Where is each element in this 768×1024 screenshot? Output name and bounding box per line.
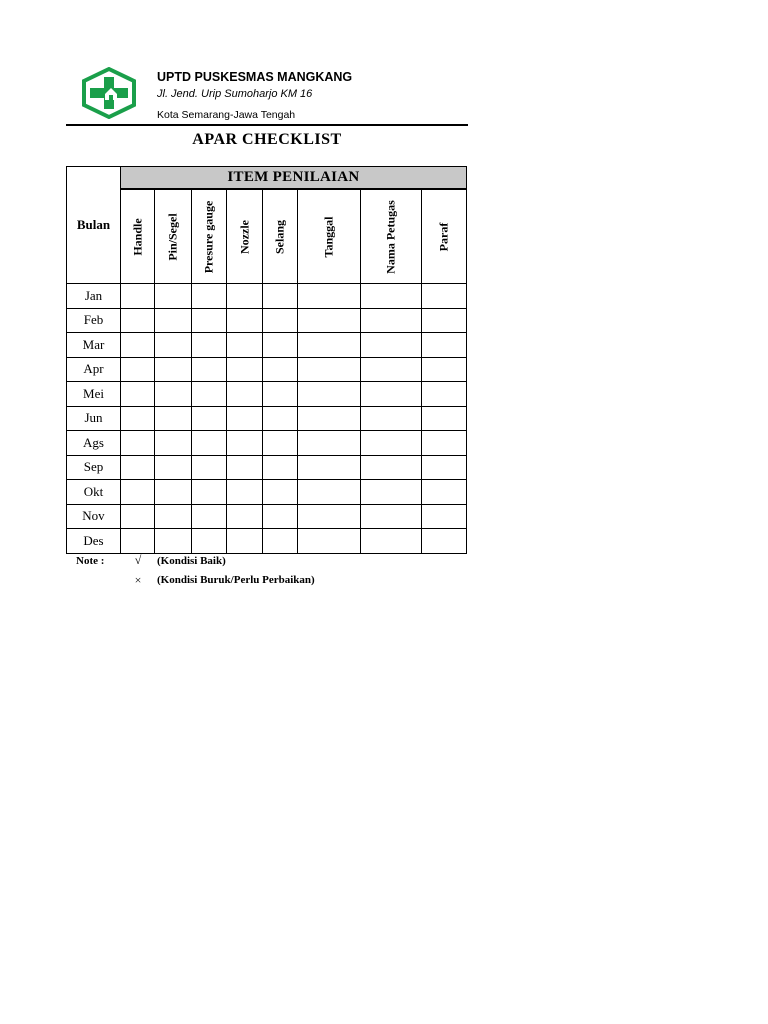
column-header-presure-gauge: Presure gauge: [192, 189, 227, 284]
checklist-cell[interactable]: [361, 308, 422, 333]
checklist-cell[interactable]: [121, 480, 155, 505]
checklist-cell[interactable]: [361, 480, 422, 505]
month-label: Des: [67, 529, 121, 554]
checklist-cell[interactable]: [298, 357, 361, 382]
checklist-cell[interactable]: [298, 480, 361, 505]
checklist-cell[interactable]: [422, 357, 467, 382]
checklist-cell[interactable]: [121, 308, 155, 333]
checklist-cell[interactable]: [192, 504, 227, 529]
checklist-cell[interactable]: [298, 504, 361, 529]
checklist-cell[interactable]: [263, 455, 298, 480]
checklist-cell[interactable]: [121, 431, 155, 456]
column-header-handle: Handle: [121, 189, 155, 284]
checklist-cell[interactable]: [263, 504, 298, 529]
checklist-table: [66, 166, 467, 554]
checklist-cell[interactable]: [192, 333, 227, 358]
checklist-cell[interactable]: [263, 431, 298, 456]
table-row: [67, 357, 467, 382]
checklist-cell[interactable]: [121, 382, 155, 407]
checklist-cell[interactable]: [263, 357, 298, 382]
checklist-cell[interactable]: [121, 529, 155, 554]
table-row: [67, 308, 467, 333]
checklist-cell[interactable]: [298, 529, 361, 554]
checklist-cell[interactable]: [422, 504, 467, 529]
note-label: Note :: [76, 555, 105, 567]
checklist-cell[interactable]: [227, 382, 263, 407]
checklist-cell[interactable]: [298, 333, 361, 358]
checklist-cell[interactable]: [155, 357, 192, 382]
checklist-cell[interactable]: [422, 382, 467, 407]
checklist-cell[interactable]: [192, 431, 227, 456]
checklist-cell[interactable]: [361, 406, 422, 431]
document-title: APAR CHECKLIST: [192, 131, 342, 148]
checklist-cell[interactable]: [227, 406, 263, 431]
month-label: Apr: [67, 357, 121, 382]
table-row: [67, 284, 467, 309]
bulan-header: Bulan: [67, 167, 121, 284]
checklist-cell[interactable]: [361, 529, 422, 554]
column-header-tanggal: Tanggal: [298, 189, 361, 284]
checklist-cell[interactable]: [155, 308, 192, 333]
checklist-cell[interactable]: [192, 406, 227, 431]
checklist-cell[interactable]: [361, 431, 422, 456]
table-row: [67, 455, 467, 480]
month-label: Ags: [67, 431, 121, 456]
month-label: Sep: [67, 455, 121, 480]
checklist-cell[interactable]: [155, 455, 192, 480]
checklist-cell[interactable]: [422, 480, 467, 505]
checklist-cell[interactable]: [263, 480, 298, 505]
checklist-cell[interactable]: [155, 406, 192, 431]
checklist-cell[interactable]: [263, 529, 298, 554]
checklist-cell[interactable]: [155, 480, 192, 505]
checklist-cell[interactable]: [227, 431, 263, 456]
table-row: [67, 529, 467, 554]
month-label: Nov: [67, 504, 121, 529]
checklist-cell[interactable]: [263, 382, 298, 407]
item-penilaian-header: ITEM PENILAIAN: [121, 167, 467, 190]
checklist-cell[interactable]: [227, 284, 263, 309]
checklist-cell[interactable]: [298, 431, 361, 456]
checklist-cell[interactable]: [121, 406, 155, 431]
checklist-cell[interactable]: [227, 333, 263, 358]
checklist-cell[interactable]: [227, 480, 263, 505]
checklist-cell[interactable]: [298, 382, 361, 407]
column-header-pin-segel: Pin/Segel: [155, 189, 192, 284]
checklist-cell[interactable]: [227, 455, 263, 480]
checklist-cell[interactable]: [422, 431, 467, 456]
checklist-cell[interactable]: [361, 455, 422, 480]
checklist-cell[interactable]: [263, 284, 298, 309]
checklist-cell[interactable]: [155, 504, 192, 529]
checklist-cell[interactable]: [227, 504, 263, 529]
checklist-cell[interactable]: [155, 333, 192, 358]
checklist-cell[interactable]: [155, 284, 192, 309]
checklist-cell[interactable]: [422, 529, 467, 554]
table-row: [67, 431, 467, 456]
month-label: Mei: [67, 382, 121, 407]
checklist-cell[interactable]: [192, 357, 227, 382]
checklist-cell[interactable]: [121, 357, 155, 382]
puskesmas-logo-icon: [80, 67, 138, 119]
checklist-cell[interactable]: [227, 357, 263, 382]
organization-city: Kota Semarang-Jawa Tengah: [157, 109, 296, 121]
checklist-cell[interactable]: [263, 333, 298, 358]
note-bad-condition: (Kondisi Buruk/Perlu Perbaikan): [157, 574, 315, 586]
checklist-cell[interactable]: [192, 308, 227, 333]
month-label: Feb: [67, 308, 121, 333]
checklist-cell[interactable]: [121, 333, 155, 358]
checklist-cell[interactable]: [361, 284, 422, 309]
checklist-cell[interactable]: [422, 333, 467, 358]
checklist-cell[interactable]: [422, 308, 467, 333]
checklist-cell[interactable]: [263, 406, 298, 431]
checklist-cell[interactable]: [121, 284, 155, 309]
month-label: Okt: [67, 480, 121, 505]
checklist-cell[interactable]: [298, 308, 361, 333]
column-header-nozzle: Nozzle: [227, 189, 263, 284]
checklist-cell[interactable]: [121, 455, 155, 480]
month-label: Jan: [67, 284, 121, 309]
table-row: [67, 504, 467, 529]
column-header-paraf: Paraf: [422, 189, 467, 284]
month-label: Jun: [67, 406, 121, 431]
checklist-cell[interactable]: [298, 455, 361, 480]
organization-name: UPTD PUSKESMAS MANGKANG: [157, 70, 353, 84]
table-row: [67, 333, 467, 358]
checklist-cell[interactable]: [155, 529, 192, 554]
month-label: Mar: [67, 333, 121, 358]
header-divider: [66, 124, 468, 126]
checklist-cell[interactable]: [155, 382, 192, 407]
cross-mark-icon: ×: [134, 573, 142, 587]
checklist-cell[interactable]: [361, 357, 422, 382]
checklist-cell[interactable]: [422, 406, 467, 431]
checklist-cell[interactable]: [422, 284, 467, 309]
checklist-cell[interactable]: [298, 284, 361, 309]
column-header-selang: Selang: [263, 189, 298, 284]
table-row: [67, 382, 467, 407]
checklist-cell[interactable]: [227, 308, 263, 333]
checklist-cell[interactable]: [155, 431, 192, 456]
checklist-cell[interactable]: [361, 504, 422, 529]
checklist-cell[interactable]: [192, 455, 227, 480]
checklist-cell[interactable]: [192, 480, 227, 505]
check-mark-icon: √: [134, 553, 142, 567]
table-row: [67, 406, 467, 431]
checklist-cell[interactable]: [298, 406, 361, 431]
organization-address: Jl. Jend. Urip Sumoharjo KM 16: [157, 88, 313, 100]
checklist-cell[interactable]: [121, 504, 155, 529]
checklist-cell[interactable]: [192, 284, 227, 309]
checklist-cell[interactable]: [361, 382, 422, 407]
checklist-cell[interactable]: [422, 455, 467, 480]
column-header-nama-petugas: Nama Petugas: [361, 189, 422, 284]
table-row: [67, 480, 467, 505]
checklist-cell[interactable]: [227, 529, 263, 554]
checklist-cell[interactable]: [361, 333, 422, 358]
note-good-condition: (Kondisi Baik): [157, 555, 226, 567]
checklist-cell[interactable]: [192, 529, 227, 554]
checklist-cell[interactable]: [263, 308, 298, 333]
checklist-cell[interactable]: [192, 382, 227, 407]
